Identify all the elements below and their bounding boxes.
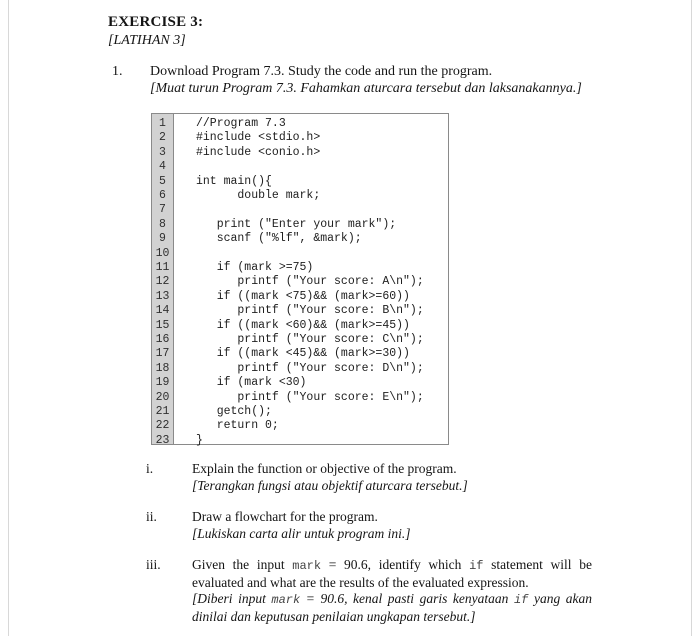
- line-number: 3: [159, 145, 166, 159]
- code-line: [152, 304, 448, 318]
- question-number: 1.: [112, 64, 123, 79]
- code-listing: [151, 113, 449, 445]
- code-text: printf ("Your score: C\n");: [196, 333, 424, 346]
- line-number: 18: [155, 361, 170, 375]
- inline-code: mark: [292, 559, 322, 573]
- code-line: [152, 391, 448, 405]
- subquestion-text: Explain the function or objective of the program.: [192, 461, 457, 476]
- code-text: printf ("Your score: A\n");: [196, 275, 424, 289]
- code-text: getch();: [196, 405, 272, 418]
- code-line: [152, 247, 448, 261]
- code-line: [152, 419, 448, 433]
- subquestion-number: i.: [146, 461, 154, 476]
- code-text: return 0;: [196, 419, 279, 433]
- subquestion-number: iii.: [146, 557, 161, 572]
- code-text: #include <conio.h>: [196, 145, 321, 159]
- line-number: 14: [155, 304, 170, 318]
- line-number: 19: [155, 376, 170, 390]
- code-line: [152, 189, 448, 203]
- line-number: 6: [159, 189, 166, 202]
- line-number: 13: [155, 289, 170, 303]
- line-number: 23: [155, 433, 170, 447]
- code-text: printf ("Your score: B\n");: [196, 304, 424, 318]
- code-text: if ((mark <45)&& (mark>=30)): [196, 347, 410, 361]
- code-text: print ("Enter your mark");: [196, 217, 397, 231]
- line-number: 21: [155, 405, 170, 418]
- code-line: [152, 218, 448, 232]
- code-line: [152, 319, 448, 333]
- code-text: printf ("Your score: D\n");: [196, 361, 424, 375]
- text-segment: yang akan dinilai dan keputusan penilaian ungkapan tersebut.]: [192, 591, 592, 624]
- code-line: [152, 131, 448, 145]
- line-number: 11: [155, 261, 170, 274]
- line-number: 5: [159, 174, 166, 188]
- line-number: 20: [155, 390, 170, 404]
- code-line: [152, 376, 448, 390]
- inline-code: mark: [271, 593, 301, 607]
- subquestion-text: [192, 557, 592, 591]
- code-line: [152, 146, 448, 160]
- code-line: [152, 347, 448, 361]
- line-number: 15: [155, 318, 170, 332]
- inline-code: if: [469, 559, 484, 573]
- text-segment: = 90.6, identify which: [321, 557, 470, 572]
- question-translation: [Muat turun Program 7.3. Fahamkan aturcara tersebut dan laksanakannya.]: [150, 81, 582, 96]
- line-number: 9: [159, 232, 166, 246]
- code-line: [152, 117, 448, 131]
- line-number: 1: [159, 117, 166, 130]
- line-number: 17: [155, 347, 170, 361]
- code-line: [152, 362, 448, 376]
- code-text: if (mark <30): [196, 376, 307, 390]
- text-segment: statement will be evaluated and what are the results of the evaluated expression.: [192, 557, 592, 590]
- exercise-title: EXERCISE 3:: [108, 14, 204, 30]
- code-line: [152, 232, 448, 246]
- text-segment: Given the input: [192, 557, 293, 572]
- line-number: 16: [155, 333, 170, 346]
- subquestion-translation: [Lukiskan carta alir untuk program ini.]: [192, 525, 411, 541]
- code-line: [152, 160, 448, 174]
- code-line: [152, 405, 448, 419]
- code-text: //Program 7.3: [196, 117, 286, 130]
- code-line: [152, 290, 448, 304]
- code-text: #include <stdio.h>: [196, 131, 321, 145]
- line-number: 2: [159, 131, 166, 145]
- line-number: 22: [155, 419, 170, 433]
- code-line: [152, 203, 448, 217]
- inline-code: if: [513, 593, 529, 607]
- code-text: if ((mark <75)&& (mark>=60)): [196, 289, 410, 303]
- line-number: 7: [159, 203, 166, 217]
- subquestion-translation: [Terangkan fungsi atau objektif aturcara tersebut.]: [192, 477, 468, 493]
- exercise-subtitle: [LATIHAN 3]: [108, 33, 186, 48]
- line-number: 8: [159, 217, 166, 231]
- code-text: if (mark >=75): [196, 261, 314, 274]
- code-line: [152, 434, 448, 448]
- code-line: [152, 261, 448, 275]
- code-text: double mark;: [196, 189, 321, 202]
- line-number: 10: [155, 246, 170, 260]
- code-text: if ((mark <60)&& (mark>=45)): [196, 318, 410, 332]
- text-segment: = 90.6, kenal pasti garis kenyataan: [300, 591, 514, 606]
- question-text: Download Program 7.3. Study the code and run the program.: [150, 64, 493, 79]
- subquestion-translation: [192, 591, 592, 625]
- line-number: 4: [159, 160, 166, 174]
- code-text: printf ("Your score: E\n");: [196, 390, 424, 404]
- text-segment: [Diberi input: [192, 591, 272, 606]
- code-line: [152, 275, 448, 289]
- code-text: }: [196, 433, 203, 447]
- code-line: [152, 175, 448, 189]
- code-line: [152, 333, 448, 347]
- subquestion-number: ii.: [146, 509, 157, 524]
- subquestion-text: Draw a flowchart for the program.: [192, 509, 378, 524]
- line-number: 12: [155, 275, 170, 289]
- code-text: int main(){: [196, 174, 272, 188]
- code-text: scanf ("%lf", &mark);: [196, 232, 362, 246]
